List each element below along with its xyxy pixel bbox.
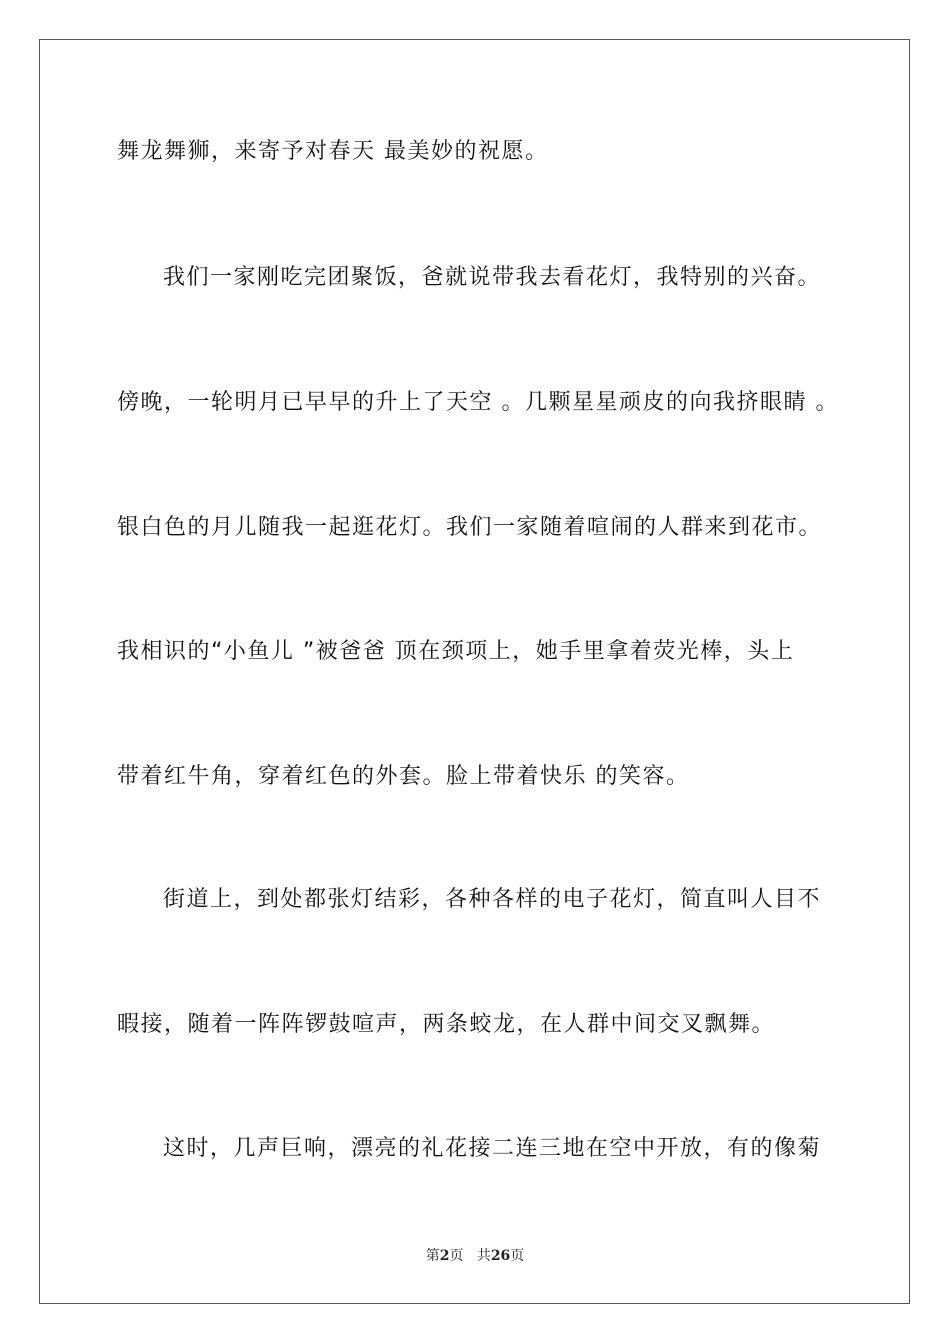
footer-page-suffix: 页 [449,1248,464,1264]
text-line-6: 带着红牛角，穿着红色的外套。脸上带着快乐 的笑容。 [117,764,690,789]
text-line-3: 傍晚，一轮明月已早早的升上了天空 。几颗星星顽皮的向我挤眼睛 。 [117,390,839,415]
text-line-4: 银白色的月儿随我一起逛花灯。我们一家随着喧闹的人群来到花市。 [117,515,823,540]
footer-page-number: 2 [439,1248,450,1264]
text-line-5: 我相识的“小鱼儿 ”被爸爸 顶在颈项上，她手里拿着荧光棒，头上 [117,639,795,664]
footer-total-pages: 26 [490,1248,511,1264]
text-line-2: 我们一家刚吃完团聚饭，爸就说带我去看花灯，我特别的兴奋。 [163,265,822,290]
footer-total-suffix: 页 [510,1248,525,1264]
footer-page-prefix: 第 [425,1248,440,1264]
footer-total-prefix: 共 [476,1248,491,1264]
text-line-9: 这时，几声巨响，漂亮的礼花接二连三地在空中开放，有的像菊 [163,1136,822,1161]
page-border [39,39,910,1304]
text-line-7: 街道上，到处都张灯结彩，各种各样的电子花灯，简直叫人目不 [163,887,822,912]
text-line-1: 舞龙舞狮，来寄予对春天 最美妙的祝愿。 [117,139,549,164]
text-line-8: 暇接，随着一阵阵锣鼓喧声，两条蛟龙，在人群中间交叉飘舞。 [117,1012,776,1037]
page-footer [0,1246,950,1266]
